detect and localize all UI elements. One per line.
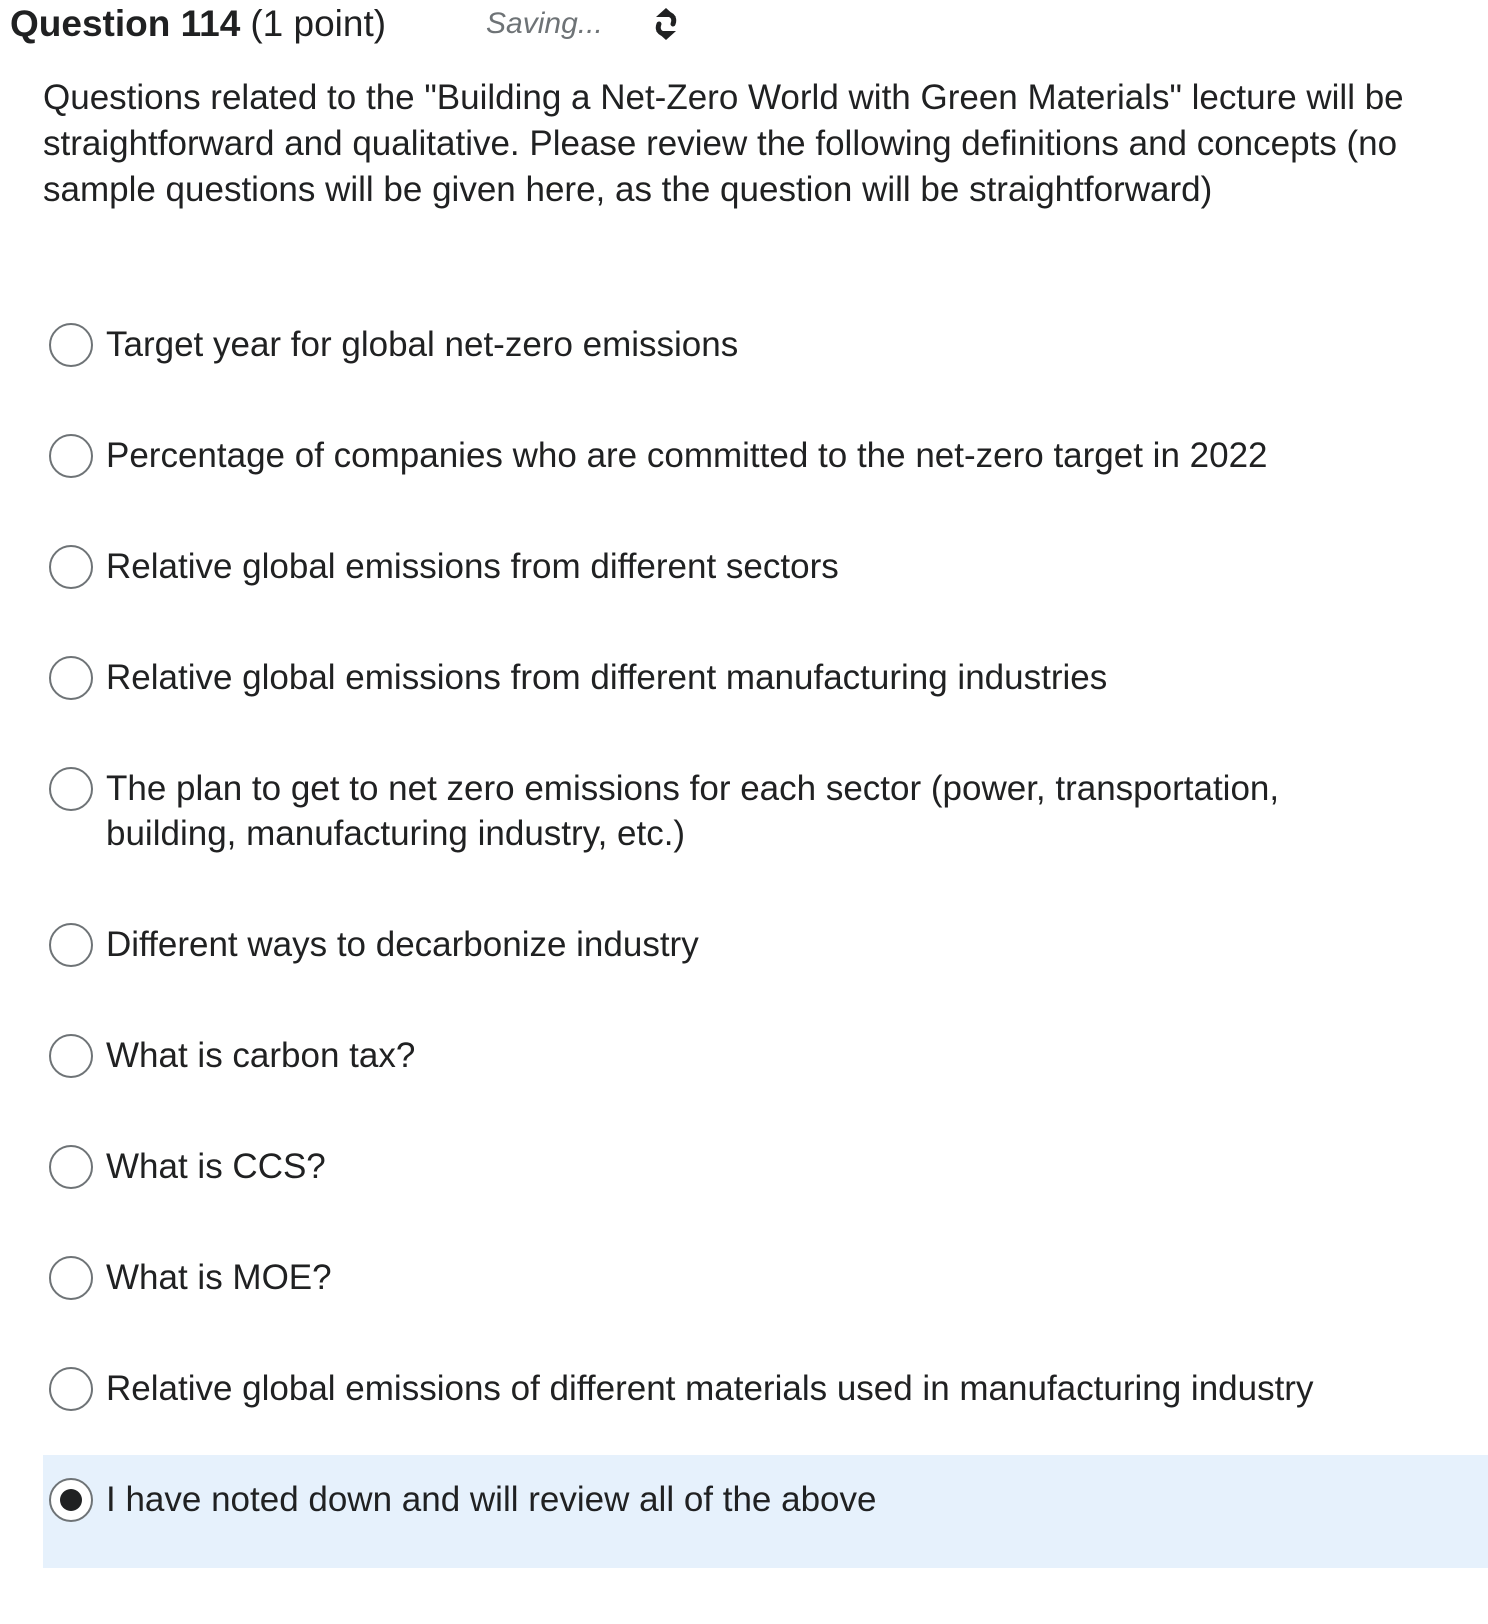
option-percentage-companies[interactable] [43, 411, 1488, 522]
radio-button[interactable] [49, 923, 93, 967]
sync-icon [651, 5, 681, 43]
question-title: Question 114 [10, 3, 241, 44]
option-label[interactable]: What is carbon tax? [106, 1036, 416, 1075]
option-label[interactable]: Relative global emissions from different sectors [106, 547, 839, 586]
radio-button-selected[interactable] [49, 1478, 93, 1522]
option-label[interactable]: What is CCS? [106, 1147, 326, 1186]
option-ccs[interactable] [43, 1122, 1488, 1233]
option-label[interactable]: What is MOE? [106, 1258, 332, 1297]
radio-button[interactable] [49, 545, 93, 589]
option-label[interactable]: Target year for global net-zero emissions [106, 325, 739, 364]
option-emissions-sectors[interactable] [43, 522, 1488, 633]
option-label[interactable]: Different ways to decarbonize industry [106, 925, 699, 964]
radio-button[interactable] [49, 1145, 93, 1189]
answer-options [43, 300, 1488, 1568]
option-review-all[interactable] [43, 1455, 1488, 1568]
question-points: (1 point) [250, 3, 387, 44]
option-carbon-tax[interactable] [43, 1011, 1488, 1122]
radio-button[interactable] [49, 1256, 93, 1300]
radio-button[interactable] [49, 1367, 93, 1411]
radio-button[interactable] [49, 434, 93, 478]
question-prompt: Questions related to the "Building a Net-Zero World with Green Materials" lecture will be straightforward and qualitative. Please review the following definitions and concepts (no sample questions will be given here, as the question will be straightforward) [43, 78, 1404, 209]
option-label[interactable]: I have noted down and will review all of the above [106, 1480, 877, 1519]
option-decarbonize-industry[interactable] [43, 900, 1488, 1011]
saving-status: Saving... [486, 7, 603, 40]
radio-button[interactable] [49, 767, 93, 811]
radio-button[interactable] [49, 656, 93, 700]
radio-button[interactable] [49, 323, 93, 367]
option-label[interactable]: The plan to get to net zero emissions for each sector (power, transportation, building, manufacturing industry, etc.) [106, 769, 1280, 853]
option-label[interactable]: Relative global emissions from different manufacturing industries [106, 658, 1108, 697]
option-emissions-materials[interactable] [43, 1344, 1488, 1455]
option-label[interactable]: Relative global emissions of different materials used in manufacturing industry [106, 1369, 1314, 1408]
option-moe[interactable] [43, 1233, 1488, 1344]
option-emissions-industries[interactable] [43, 633, 1488, 744]
radio-button[interactable] [49, 1034, 93, 1078]
option-net-zero-plan[interactable] [43, 744, 1488, 900]
option-label[interactable]: Percentage of companies who are committed to the net-zero target in 2022 [106, 436, 1268, 475]
option-target-year[interactable] [43, 300, 1488, 411]
question-header [10, 0, 681, 48]
radio-dot [60, 1489, 82, 1511]
